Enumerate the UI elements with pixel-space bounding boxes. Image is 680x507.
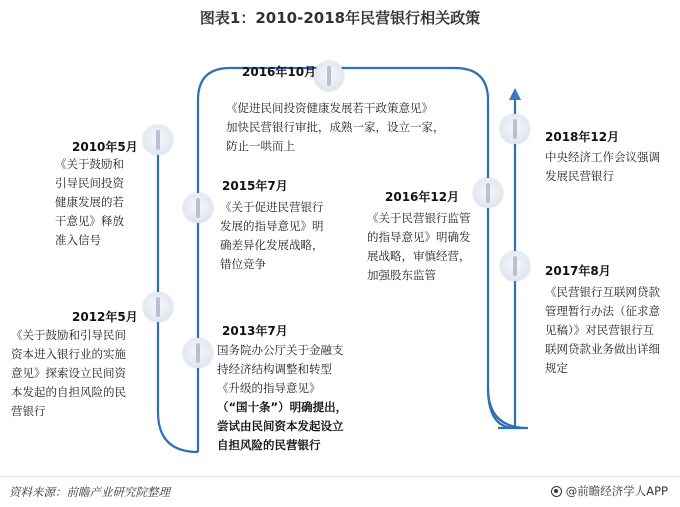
footer-divider bbox=[0, 476, 680, 477]
event-date: 2012年5月 bbox=[72, 310, 138, 324]
event-date: 2013年7月 bbox=[222, 324, 288, 338]
event-date: 2015年7月 bbox=[222, 179, 288, 193]
brand-logo-icon bbox=[551, 486, 562, 497]
brand-label: @前瞻经济学人APP bbox=[565, 484, 668, 498]
event-description: 国务院办公厅关于金融支 持经济结构调整和转型 《升级的指导意见》 （“国十条”）明确提出， 尝试由民间资本发起设立 自担风险的民营银行 bbox=[217, 343, 348, 452]
event-description: 中央经济工作会议强调 发展民营银行 bbox=[545, 150, 660, 183]
event-description: 《关于鼓励和引导民间 资本进入银行业的实施 意见》探索设立民间资 本发起的自担风险的民 营银行 bbox=[11, 328, 126, 418]
path-segment-left bbox=[158, 128, 198, 452]
node-2018-12 bbox=[500, 114, 530, 144]
event-description: 《关于促进民营银行 发展的指导意见》明 确差异化发展战略， 错位竞争 bbox=[220, 200, 324, 271]
event-description: 《关于鼓励和 引导民间投资 健康发展的若 干意见》释放 准入信号 bbox=[55, 157, 124, 247]
node-2016-12 bbox=[473, 178, 503, 208]
chart-title: 图表1：2010-2018年民营银行相关政策 bbox=[199, 9, 481, 27]
node-2012-05 bbox=[143, 292, 173, 322]
node-2017-08 bbox=[500, 251, 530, 281]
node-2016-10 bbox=[314, 61, 344, 91]
event-date: 2010年5月 bbox=[72, 140, 138, 154]
event-description: 《民营银行互联网贷款 管理暂行办法（征求意 见稿）》对民营银行互 联网贷款业务做出详细 规定 bbox=[545, 285, 660, 375]
event-date: 2018年12月 bbox=[545, 130, 620, 144]
event-date: 2016年12月 bbox=[385, 190, 460, 204]
arrow-head bbox=[509, 88, 521, 100]
node-2015-07 bbox=[183, 193, 213, 223]
source-note: 资料来源：前瞻产业研究院整理 bbox=[9, 485, 170, 499]
event-date: 2016年10月 bbox=[242, 65, 317, 79]
event-description: 《促进民间投资健康发展若干政策意见》 加快民营银行审批，成熟一家，设立一家， 防止一哄而上 bbox=[226, 101, 445, 153]
node-2010-05 bbox=[143, 125, 173, 155]
event-description: 《关于民营银行监管 的指导意见》明确发 展战略，审慎经营， 加强股东监管 bbox=[367, 211, 471, 282]
node-2013-07 bbox=[183, 338, 213, 368]
event-date: 2017年8月 bbox=[545, 264, 611, 278]
brand-credit bbox=[551, 483, 668, 499]
